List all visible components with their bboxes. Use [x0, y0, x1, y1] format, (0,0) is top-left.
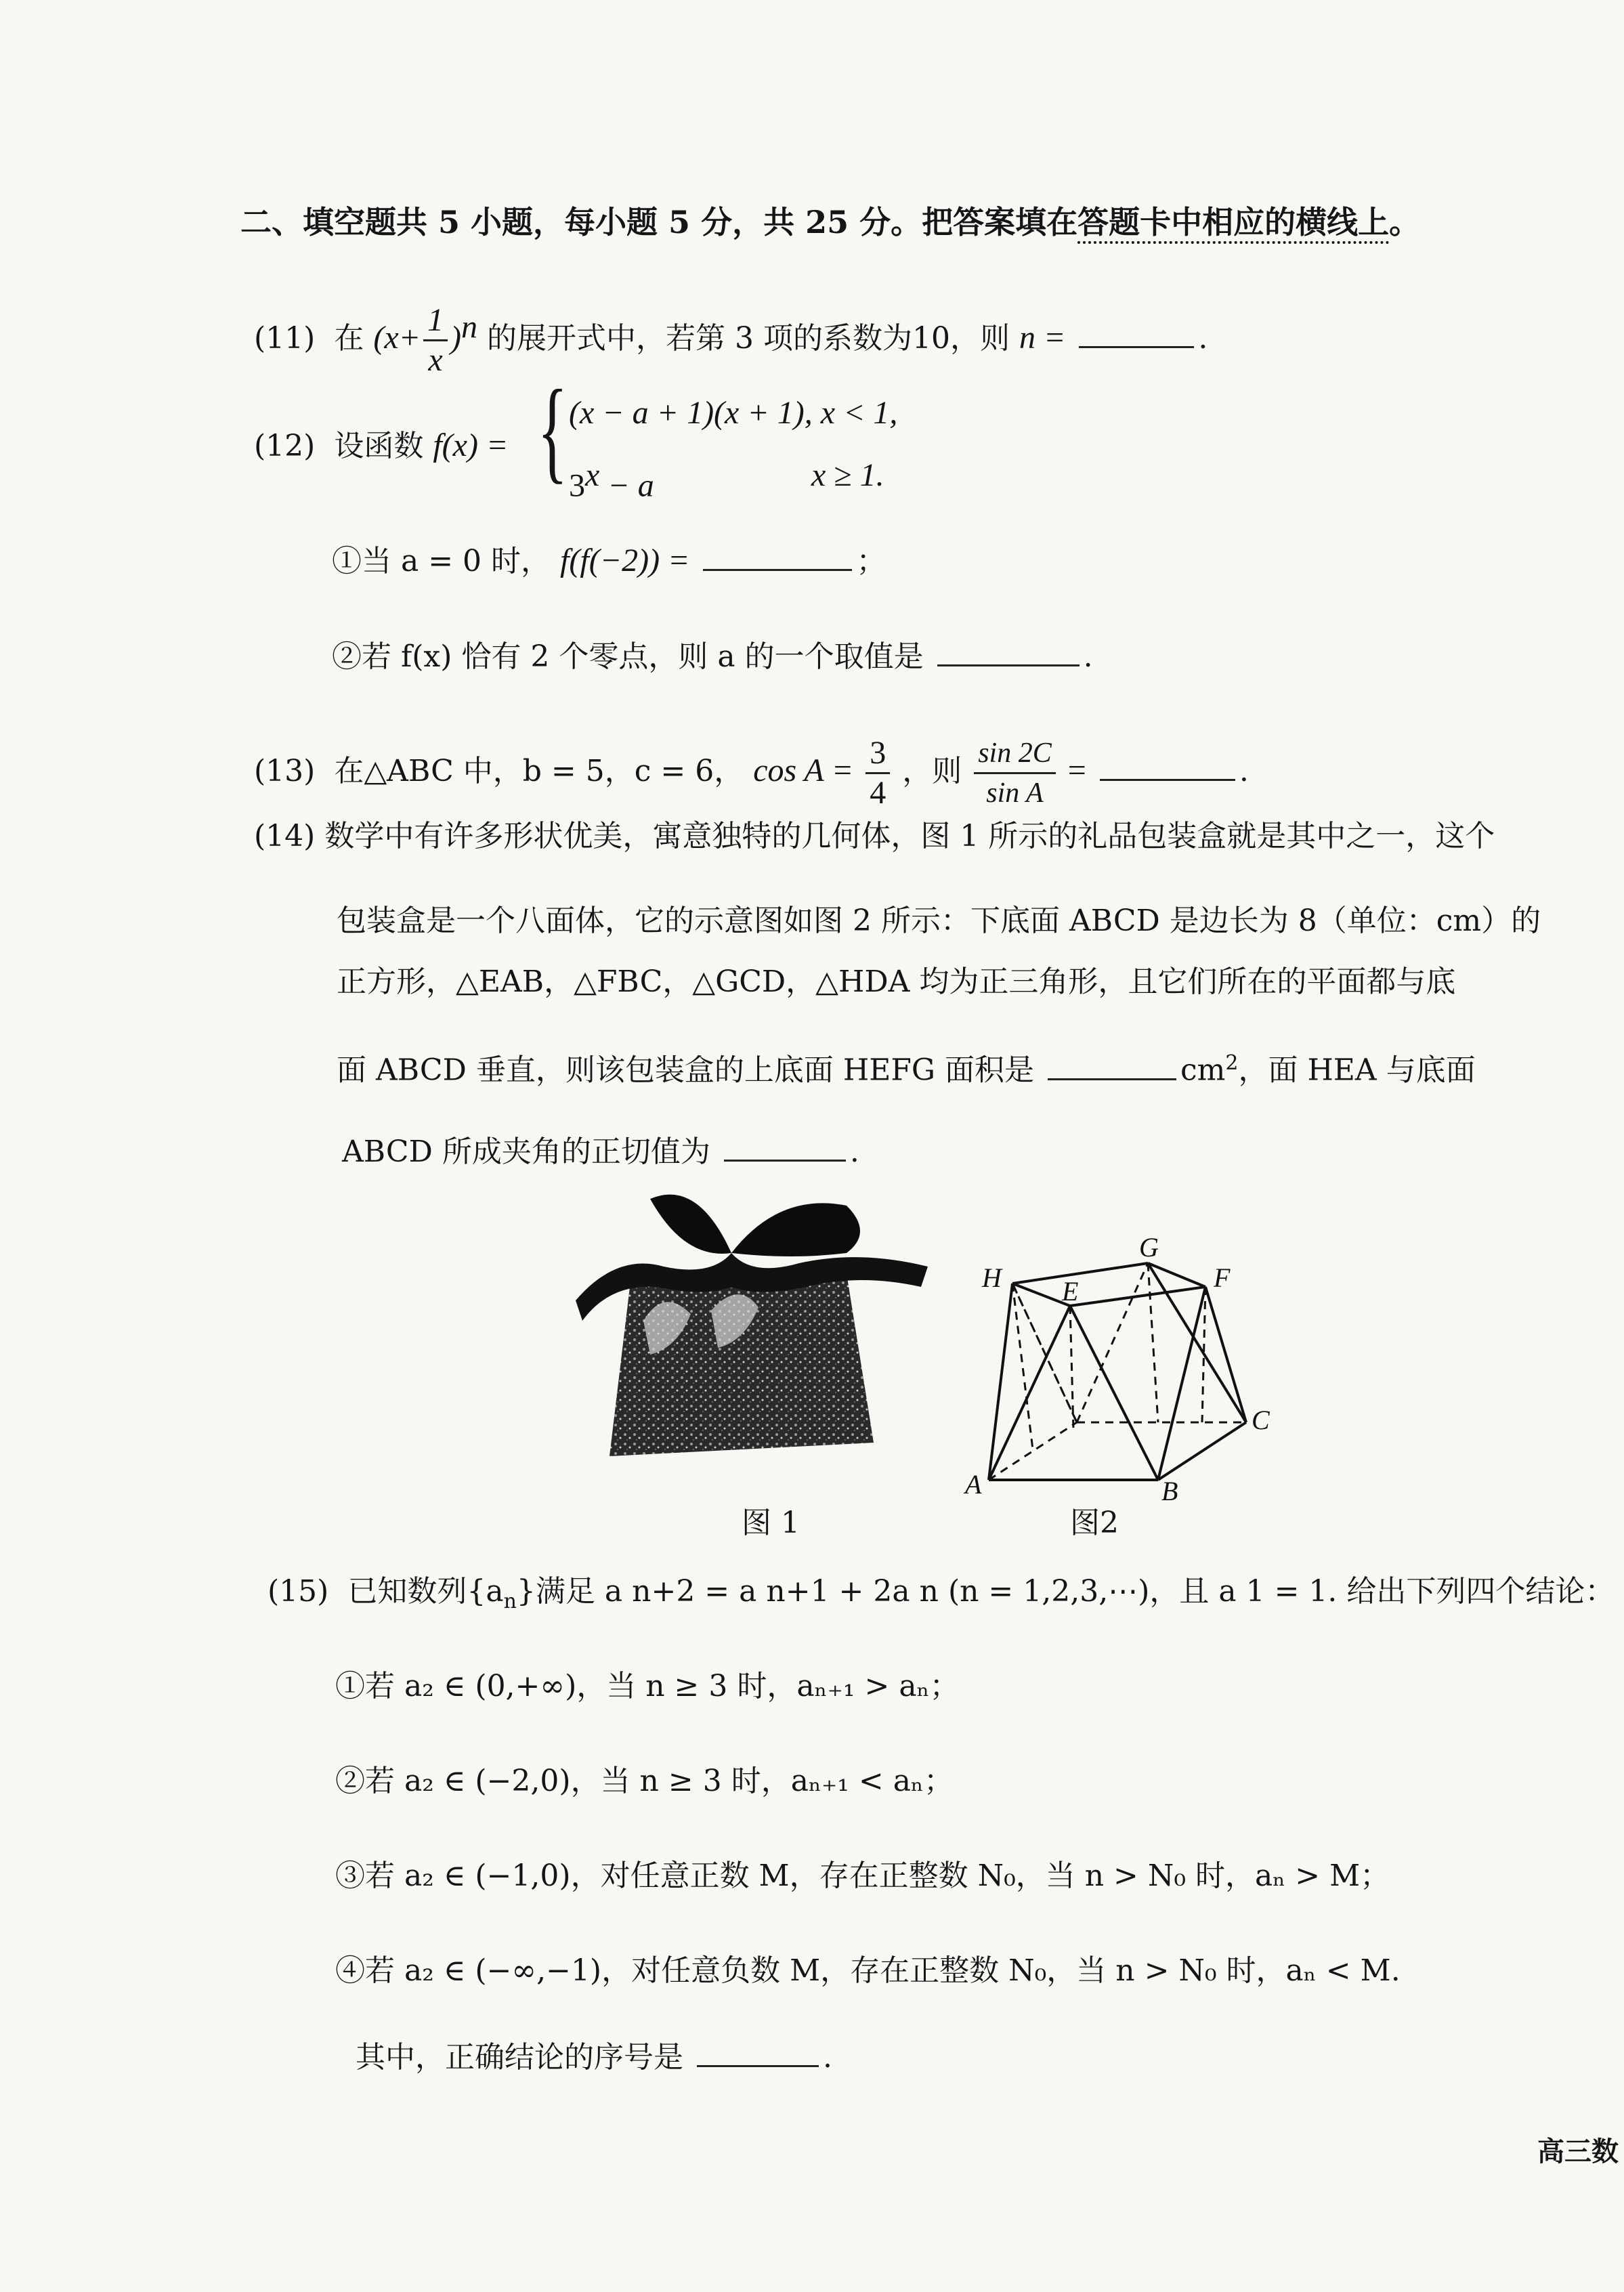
q11-number: (11): [254, 321, 316, 356]
edge-GH: [1012, 1263, 1148, 1283]
q14-line-4: [337, 1043, 1476, 1091]
q15-stem-sub: n: [503, 1589, 517, 1613]
q15-ask: [356, 2035, 832, 2078]
q11-fraction: [423, 301, 448, 379]
q12-case-2-condition: x ≥ 1.: [811, 457, 884, 493]
vertex-A: A: [965, 1469, 982, 1500]
q11-frac-num: 1: [423, 301, 448, 341]
vertex-H: H: [982, 1262, 1002, 1293]
q13-end: .: [1239, 754, 1249, 788]
section-title-emphasis: 答题卡中相应的横线上: [1077, 204, 1390, 240]
q14-line5: ABCD 所成夹角的正切值为: [342, 1134, 710, 1169]
q15-answer-blank[interactable]: [697, 2035, 819, 2067]
q15-conclusion-3: ③若 a₂ ∈ (−1,0)，对任意正数 M，存在正整数 N₀，当 n > N₀ 时，aₙ > M；: [335, 1859, 1390, 1893]
q12-sub1-text: ①当 a = 0 时，: [332, 544, 551, 578]
q14-line-2: 包装盒是一个八面体，它的示意图如图 2 所示：下底面 ABCD 是边长为 8（单位：cm）的: [337, 904, 1541, 938]
q14-line4-a: 面 ABCD 垂直，则该包装盒的上底面 HEFG 面积是: [337, 1053, 1034, 1088]
q14-line1: 数学中有许多形状优美，寓意独特的几何体，图 1 所示的礼品包装盒就是其中之一，这个: [324, 819, 1495, 853]
q14-unit: cm: [1180, 1053, 1226, 1088]
q13-ratio-num: sin 2C: [974, 734, 1056, 774]
q14-line-3: 正方形，△EAB，△FBC，△GCD，△HDA 均为正三角形，且它们所在的平面都与底: [337, 964, 1456, 999]
hidden-edge-G-foot: [1148, 1263, 1158, 1422]
q12-sub1-end: ；: [856, 544, 886, 578]
q13-eq: =: [1067, 752, 1086, 788]
q11-pre: 在: [334, 321, 364, 356]
q12-piecewise-brace: {: [537, 366, 568, 494]
q12-sub1-answer-blank[interactable]: [703, 539, 852, 571]
edge-BE: [1070, 1306, 1158, 1480]
question-11: [254, 301, 1208, 379]
edge-AH: [989, 1283, 1012, 1480]
section-heading: [240, 202, 1420, 242]
q11-exponent: n: [461, 309, 477, 345]
question-14-line-1: [254, 816, 1495, 857]
q11-ask: n =: [1019, 320, 1066, 356]
q12-pre: 设函数: [334, 429, 424, 463]
q15-conclusion-2: ②若 a₂ ∈ (−2,0)，当 n ≥ 3 时，aₙ₊₁ < aₙ；: [335, 1764, 954, 1798]
figure-2-octahedron: [962, 1219, 1300, 1504]
figure-2-caption: 图2: [1070, 1506, 1119, 1540]
q12-case-2: [569, 455, 654, 507]
q11-expr-right: ): [450, 320, 461, 356]
gift-box-bow-right: [731, 1203, 860, 1256]
q14-tangent-answer-blank[interactable]: [724, 1130, 846, 1162]
figure-1-gift-box: [576, 1185, 955, 1470]
q12-sub2-answer-blank[interactable]: [937, 635, 1080, 666]
edge-CF: [1205, 1287, 1246, 1422]
q13-cos: cos A =: [753, 752, 854, 788]
vertex-B: B: [1161, 1476, 1178, 1504]
q15-conclusion-1: ①若 a₂ ∈ (0,+∞)，当 n ≥ 3 时，aₙ₊₁ > aₙ；: [335, 1669, 960, 1703]
vertex-E: E: [1062, 1276, 1079, 1307]
q12-case2-base: 3: [569, 467, 585, 504]
vertex-G: G: [1139, 1232, 1159, 1262]
figure-1-caption: 图 1: [742, 1506, 800, 1540]
question-15-stem: [268, 1571, 1615, 1622]
q12-case2-rest: − a: [599, 467, 654, 504]
q15-ask-end: .: [823, 2040, 832, 2075]
q11-end: .: [1198, 321, 1208, 356]
q12-sub-2: [332, 635, 1093, 677]
section-title-text: 二、填空题共 5 小题，每小题 5 分，共 25 分。把答案填在: [240, 204, 1078, 240]
q14-unit-sup: 2: [1225, 1051, 1239, 1075]
q13-ratio-den: sin A: [986, 778, 1044, 809]
edge-EF: [1070, 1287, 1205, 1306]
q12-func: f(x) =: [433, 427, 509, 463]
q12-sub2-text: ②若 f(x) 恰有 2 个零点，则 a 的一个取值是: [332, 639, 924, 674]
q13-number: (13): [254, 754, 316, 788]
vertex-C: C: [1252, 1405, 1270, 1435]
q14-line5-end: .: [849, 1134, 859, 1169]
section-title-end: 。: [1389, 204, 1421, 240]
q12-sub-1: [332, 539, 886, 582]
q12-sub1-expr: f(f(−2)) =: [560, 543, 690, 578]
question-13: [254, 734, 1249, 812]
q13-mid: ，则: [902, 754, 962, 788]
footer-page-tag: 高三数: [1537, 2136, 1619, 2167]
q11-answer-blank[interactable]: [1079, 316, 1194, 348]
q15-stem-a: 已知数列{a: [347, 1574, 504, 1609]
q11-text: 的展开式中，若第 3 项的系数为10，则: [487, 321, 1010, 356]
q13-ratio-fraction: [974, 734, 1056, 812]
vertex-F: F: [1214, 1262, 1231, 1293]
hidden-edge-E-foot: [1070, 1306, 1073, 1429]
q15-stem-b: }满足 a: [516, 1574, 623, 1609]
q12-case-1: (x − a + 1)(x + 1), x < 1,: [569, 395, 898, 431]
q11-expr-left: (x+: [373, 320, 421, 356]
gift-box-bow-left: [650, 1195, 731, 1254]
q13-answer-blank[interactable]: [1100, 749, 1235, 781]
q12-number: (12): [254, 429, 316, 463]
q14-line-5: [342, 1130, 859, 1172]
q15-ask-text: 其中，正确结论的序号是: [356, 2040, 683, 2075]
q11-frac-den: x: [428, 342, 443, 378]
question-12-label: [254, 425, 508, 467]
q14-area-answer-blank[interactable]: [1048, 1048, 1176, 1080]
q13-pre: 在△ABC 中，b = 5，c = 6，: [334, 754, 744, 788]
q12-sub2-end: .: [1083, 639, 1093, 674]
q13-cos-num: 3: [866, 734, 890, 774]
q14-number: (14): [254, 819, 316, 853]
q13-cos-fraction: [866, 734, 890, 812]
q12-case2-exp: x: [585, 457, 600, 493]
q13-cos-den: 4: [870, 775, 886, 811]
q15-number: (15): [268, 1574, 329, 1609]
q14-line4-b: ，面 HEA 与底面: [1238, 1053, 1476, 1088]
q15-stem-rec: n+2 = a n+1 + 2a n (n = 1,2,3,⋯)，且 a 1 = 1. 给出下列四个结论：: [632, 1574, 1615, 1609]
q15-conclusion-4: ④若 a₂ ∈ (−∞,−1)，对任意负数 M，存在正整数 N₀，当 n > N₀ 时，aₙ < M.: [335, 1953, 1401, 1988]
